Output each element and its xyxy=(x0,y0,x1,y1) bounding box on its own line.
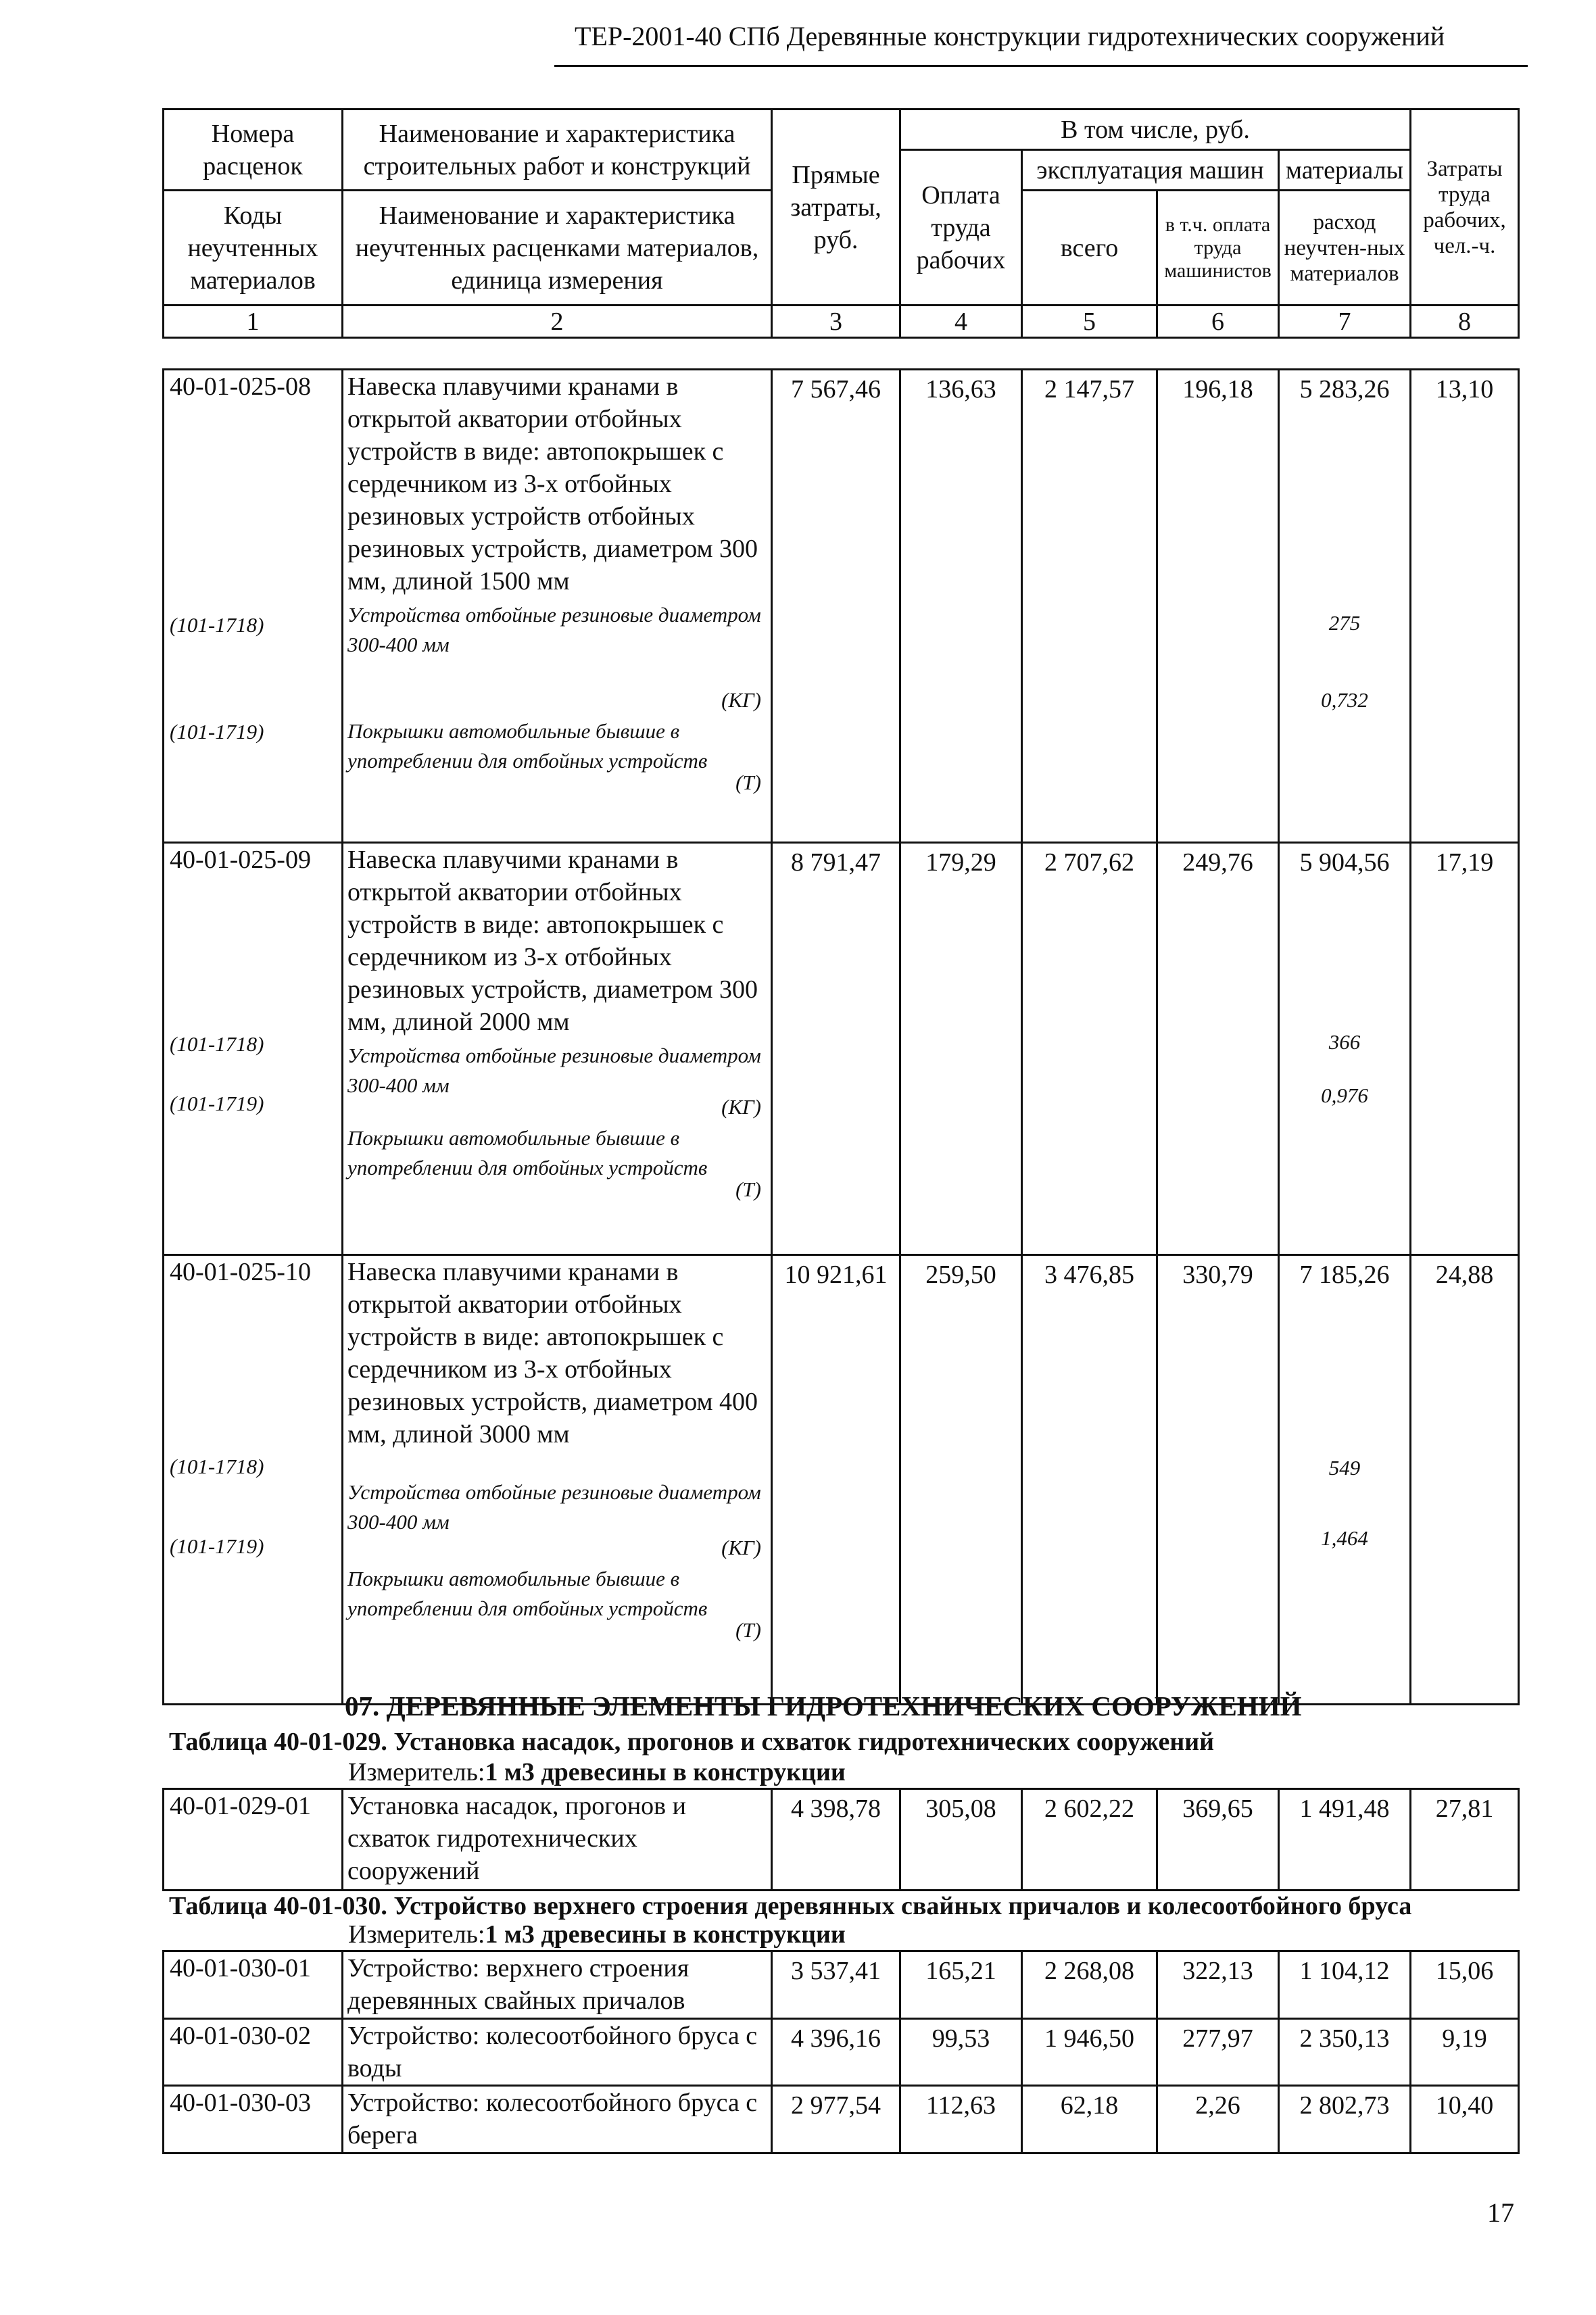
material-name: Устройства отбойные резиновые диаметром 300-400 мм xyxy=(347,1044,761,1097)
labor-cost: 165,21 xyxy=(925,1957,996,1985)
labor-hours: 10,40 xyxy=(1435,2091,1494,2120)
materials-cost: 1 104,12 xyxy=(1299,1957,1390,1985)
direct-cost: 4 398,78 xyxy=(791,1795,881,1823)
material-quantity: 549 xyxy=(1328,1456,1361,1480)
direct-cost: 2 977,54 xyxy=(791,2091,881,2120)
col3-header: Прямые затраты, руб. xyxy=(772,109,900,306)
labor-cost: 136,63 xyxy=(925,375,996,404)
machine-cost: 3 476,85 xyxy=(1044,1261,1134,1289)
col1-top-header: Номера расценок xyxy=(164,109,343,191)
material-name: Покрышки автомобильные бывшие в употреблении для отбойных устройств xyxy=(347,1567,708,1620)
running-header: ТЕР-2001-40 СПб Деревянные конструкции гидротехнических сооружений xyxy=(575,21,1445,51)
rate-name: Устройство: колесоотбойного бруса с воды xyxy=(347,2022,758,2082)
machines-header: эксплуатация машин xyxy=(1022,150,1279,191)
rate-name: Устройство: колесоотбойного бруса с берега xyxy=(347,2089,758,2149)
labor-hours: 27,81 xyxy=(1435,1795,1494,1823)
page-number: 17 xyxy=(1487,2197,1514,2228)
operator-labor-cost: 330,79 xyxy=(1182,1261,1253,1289)
materials-header: материалы xyxy=(1279,150,1411,191)
materials-cost: 7 185,26 xyxy=(1299,1261,1390,1289)
rate-name: Навеска плавучими кранами в открытой акватории отбойных устройств в виде: автопокрышек с сердечником из 3-х отбойных резиновых устройств, диаметром 400 мм, длиной 3000 мм xyxy=(347,1258,758,1448)
col-number: 8 xyxy=(1411,306,1519,338)
material-unit: (Т) xyxy=(735,771,761,794)
machine-cost: 2 147,57 xyxy=(1044,375,1134,404)
material-quantity: 1,464 xyxy=(1321,1526,1368,1550)
table-row xyxy=(164,843,1519,1255)
direct-cost: 10 921,61 xyxy=(784,1261,888,1289)
operator-labor-cost: 277,97 xyxy=(1182,2024,1253,2053)
labor-cost: 305,08 xyxy=(925,1795,996,1823)
material-unit: (Т) xyxy=(735,1177,761,1201)
col8-header: Затраты труда рабочих, чел.-ч. xyxy=(1411,109,1519,306)
measure-label: Измеритель: xyxy=(348,1920,485,1949)
labor-cost: 179,29 xyxy=(925,848,996,877)
direct-cost: 8 791,47 xyxy=(791,848,881,877)
material-code: (101-1718) xyxy=(170,1032,264,1056)
rate-code: 40-01-025-08 xyxy=(170,372,311,401)
labor-hours: 15,06 xyxy=(1435,1957,1494,1985)
col-number: 6 xyxy=(1157,306,1279,338)
material-code: (101-1719) xyxy=(170,1092,264,1115)
material-code: (101-1719) xyxy=(170,1534,264,1558)
col-number: 4 xyxy=(900,306,1022,338)
col-number: 5 xyxy=(1022,306,1157,338)
machine-cost: 2 268,08 xyxy=(1044,1957,1134,1985)
rate-code: 40-01-030-02 xyxy=(170,2022,311,2050)
materials-cost: 2 802,73 xyxy=(1299,2091,1390,2120)
machine-cost: 2 602,22 xyxy=(1044,1795,1134,1823)
measure-value: 1 м3 древесины в конструкции xyxy=(485,1920,846,1949)
material-unit: (КГ) xyxy=(721,1536,761,1559)
rates-table-029 xyxy=(162,1788,1520,1891)
header-rule xyxy=(554,65,1528,67)
table-row xyxy=(164,370,1519,843)
materials-cost: 5 904,56 xyxy=(1299,848,1390,877)
rate-name: Навеска плавучими кранами в открытой акватории отбойных устройств в виде: автопокрышек с сердечником из 3-х отбойных резиновых устройств, диаметром 300 мм, длиной 2000 мм xyxy=(347,846,758,1036)
material-unit: (КГ) xyxy=(721,1095,761,1119)
table-030-caption: Таблица 40-01-030. Устройство верхнего строения деревянных свайных причалов и колесоотбойного бруса xyxy=(169,1892,1412,1920)
machine-cost: 62,18 xyxy=(1060,2091,1119,2120)
material-code: (101-1718) xyxy=(170,1455,264,1478)
rates-table-030 xyxy=(162,1950,1520,2154)
measure-value: 1 м3 древесины в конструкции xyxy=(485,1758,846,1786)
labor-cost: 259,50 xyxy=(925,1261,996,1289)
table-row xyxy=(164,1789,1519,1891)
materials-cost: 2 350,13 xyxy=(1299,2024,1390,2053)
col1-bottom-header: Коды неучтенных материалов xyxy=(164,191,343,306)
rate-name: Устройство: верхнего строения деревянных свайных причалов xyxy=(347,1954,690,2015)
material-quantity: 275 xyxy=(1328,611,1361,635)
table-row xyxy=(164,2019,1519,2086)
machine-cost: 1 946,50 xyxy=(1044,2024,1134,2053)
column-header-table xyxy=(162,108,1520,339)
materials-cost: 5 283,26 xyxy=(1299,375,1390,404)
material-name: Устройства отбойные резиновые диаметром 300-400 мм xyxy=(347,1480,761,1534)
direct-cost: 4 396,16 xyxy=(791,2024,881,2053)
material-name: Покрышки автомобильные бывшие в употреблении для отбойных устройств xyxy=(347,719,708,773)
table-029-measure xyxy=(348,1757,846,1787)
operator-labor-cost: 196,18 xyxy=(1182,375,1253,404)
material-code: (101-1718) xyxy=(170,613,264,637)
table-row xyxy=(164,2086,1519,2153)
rates-table-025 xyxy=(162,368,1520,1705)
material-quantity: 0,732 xyxy=(1321,688,1368,712)
material-quantity: 0,976 xyxy=(1321,1083,1368,1107)
rate-code: 40-01-029-01 xyxy=(170,1792,311,1820)
rate-code: 40-01-030-01 xyxy=(170,1954,311,1982)
material-unit: (КГ) xyxy=(721,688,761,712)
machine-cost: 2 707,62 xyxy=(1044,848,1134,877)
col2-bottom-header: Наименование и характеристика неучтенных расценками материалов, единица измерения xyxy=(343,191,772,306)
group-header: В том числе, руб. xyxy=(900,109,1411,150)
measure-label: Измеритель: xyxy=(348,1758,485,1786)
labor-hours: 13,10 xyxy=(1435,375,1494,404)
operator-labor-cost: 249,76 xyxy=(1182,848,1253,877)
rate-name: Навеска плавучими кранами в открытой акватории отбойных устройств в виде: автопокрышек с сердечником из 3-х отбойных резиновых устройств отбойных резиновых устройств, диаметром 300 мм, длиной 1500 мм xyxy=(347,372,758,595)
table-row xyxy=(164,1255,1519,1705)
col6-header: в т.ч. оплата труда машинистов xyxy=(1157,191,1279,306)
table-030-measure xyxy=(348,1920,846,1949)
material-code: (101-1719) xyxy=(170,720,264,744)
col5-header: всего xyxy=(1022,191,1157,306)
material-unit: (Т) xyxy=(735,1618,761,1642)
labor-hours: 24,88 xyxy=(1435,1261,1494,1289)
rate-code: 40-01-025-10 xyxy=(170,1258,311,1286)
col2-top-header: Наименование и характеристика строительных работ и конструкций xyxy=(343,109,772,191)
rate-code: 40-01-030-03 xyxy=(170,2089,311,2117)
material-name: Устройства отбойные резиновые диаметром 300-400 мм xyxy=(347,603,761,656)
rate-name: Установка насадок, прогонов и схваток гидротехнических сооружений xyxy=(347,1792,686,1885)
rate-code: 40-01-025-09 xyxy=(170,846,311,874)
material-name: Покрышки автомобильные бывшие в употреблении для отбойных устройств xyxy=(347,1126,708,1179)
direct-cost: 7 567,46 xyxy=(791,375,881,404)
col7-header: расход неучтен-ных материалов xyxy=(1279,191,1411,306)
col-number: 2 xyxy=(343,306,772,338)
labor-cost: 112,63 xyxy=(925,2091,996,2120)
table-row xyxy=(164,1951,1519,2019)
labor-hours: 9,19 xyxy=(1442,2024,1487,2053)
operator-labor-cost: 369,65 xyxy=(1182,1795,1253,1823)
section-title: 07. ДЕРЕВЯННЫЕ ЭЛЕМЕНТЫ ГИДРОТЕХНИЧЕСКИХ СООРУЖЕНИЙ xyxy=(345,1690,1302,1722)
table-029-caption: Таблица 40-01-029. Установка насадок, прогонов и схваток гидротехнических сооружений xyxy=(169,1728,1215,1756)
labor-cost: 99,53 xyxy=(932,2024,990,2053)
col-number: 1 xyxy=(164,306,343,338)
col4-header: Оплата труда рабочих xyxy=(900,150,1022,306)
operator-labor-cost: 2,26 xyxy=(1195,2091,1240,2120)
col-number: 7 xyxy=(1279,306,1411,338)
labor-hours: 17,19 xyxy=(1435,848,1494,877)
materials-cost: 1 491,48 xyxy=(1299,1795,1390,1823)
col-number: 3 xyxy=(772,306,900,338)
operator-labor-cost: 322,13 xyxy=(1182,1957,1253,1985)
material-quantity: 366 xyxy=(1328,1030,1361,1054)
direct-cost: 3 537,41 xyxy=(791,1957,881,1985)
